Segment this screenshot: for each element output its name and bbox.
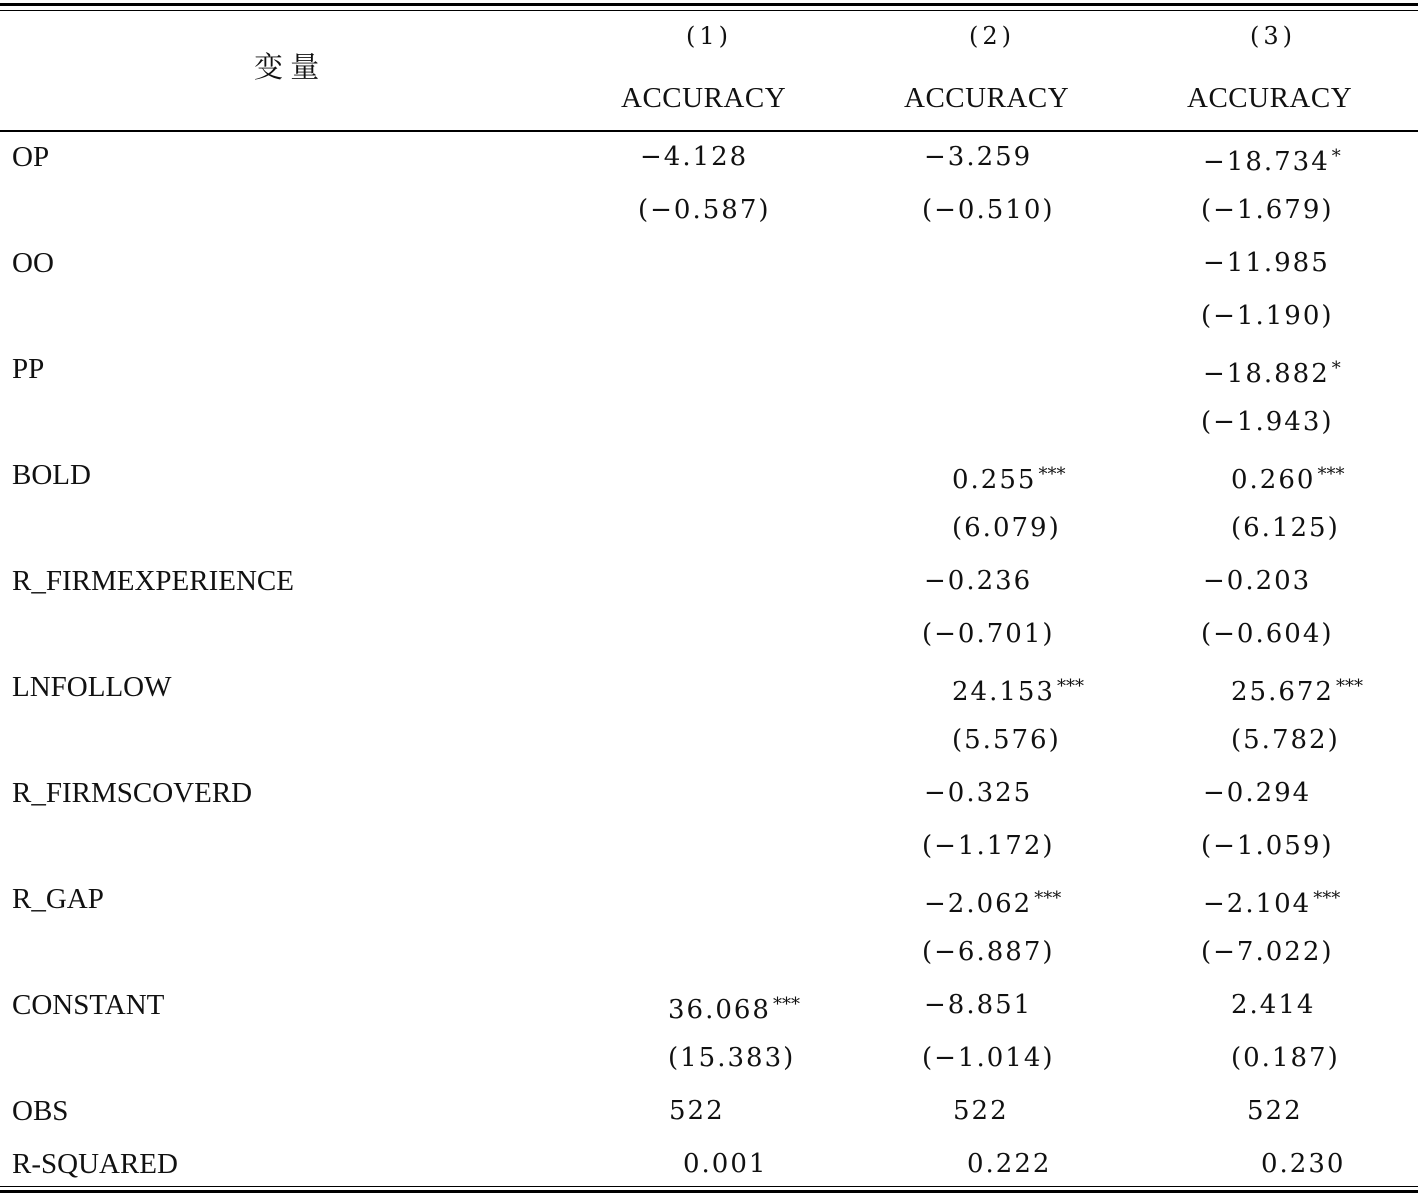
row-label: CONSTANT xyxy=(12,989,165,1021)
column-number: (3) xyxy=(1250,22,1296,50)
coefficient-value: −8.851 xyxy=(924,990,1033,1020)
coefficient xyxy=(668,987,800,1028)
summary-value: 522 xyxy=(953,1096,1009,1126)
coefficient-value: −2.104 xyxy=(1203,889,1312,919)
t-statistic: (6.125) xyxy=(1231,513,1340,543)
row-label: R_FIRMEXPERIENCE xyxy=(12,565,294,597)
t-statistic: (15.383) xyxy=(668,1043,796,1073)
summary-value: 522 xyxy=(669,1096,725,1126)
row-label: BOLD xyxy=(12,459,91,491)
summary-value: 0.001 xyxy=(683,1149,768,1179)
coefficient-value: 2.414 xyxy=(1231,990,1316,1020)
coefficient-value: −11.985 xyxy=(1203,248,1330,278)
coefficient-value: 36.068 xyxy=(668,995,771,1025)
summary-value: 0.230 xyxy=(1261,1149,1346,1179)
row-label: OP xyxy=(12,141,50,173)
coefficient xyxy=(1203,775,1311,811)
summary-value: 522 xyxy=(1247,1096,1303,1126)
significance-stars: *** xyxy=(772,994,800,1015)
coefficient xyxy=(1203,245,1330,281)
column-name: ACCURACY xyxy=(904,82,1070,114)
coefficient-value: 0.255 xyxy=(952,465,1037,495)
row-label: OO xyxy=(12,247,54,279)
summary-label: OBS xyxy=(12,1095,69,1127)
t-statistic: (−1.943) xyxy=(1201,407,1334,437)
top-rule-inner xyxy=(0,10,1418,11)
coefficient xyxy=(1231,457,1344,498)
coefficient xyxy=(952,669,1084,710)
coefficient xyxy=(1231,987,1315,1023)
significance-stars: *** xyxy=(1317,464,1345,485)
coefficient xyxy=(1231,669,1363,710)
coefficient-value: 0.260 xyxy=(1231,465,1316,495)
summary-label: R-SQUARED xyxy=(12,1148,178,1180)
t-statistic: (−1.059) xyxy=(1201,831,1334,861)
row-label: R_GAP xyxy=(12,883,104,915)
coefficient-value: −3.259 xyxy=(924,142,1033,172)
coefficient-value: 24.153 xyxy=(952,677,1055,707)
significance-stars: * xyxy=(1331,358,1341,379)
significance-stars: *** xyxy=(1313,888,1341,909)
significance-stars: *** xyxy=(1335,676,1363,697)
column-number: (1) xyxy=(686,22,732,50)
t-statistic: (−6.887) xyxy=(922,937,1055,967)
coefficient xyxy=(952,457,1065,498)
t-statistic: (−7.022) xyxy=(1201,937,1334,967)
coefficient xyxy=(1203,563,1311,599)
coefficient xyxy=(1203,139,1341,180)
significance-stars: *** xyxy=(1034,888,1062,909)
summary-value: 0.222 xyxy=(967,1149,1052,1179)
t-statistic: (0.187) xyxy=(1231,1043,1340,1073)
row-label: PP xyxy=(12,353,45,385)
coefficient-value: −0.203 xyxy=(1203,566,1312,596)
coefficient-value: −0.294 xyxy=(1203,778,1312,808)
t-statistic: (−0.587) xyxy=(638,195,771,225)
top-rule-outer xyxy=(0,3,1418,6)
column-number: (2) xyxy=(969,22,1015,50)
coefficient-value: −0.325 xyxy=(924,778,1033,808)
bottom-rule-inner xyxy=(0,1186,1418,1187)
t-statistic: (−0.701) xyxy=(922,619,1055,649)
significance-stars: *** xyxy=(1038,464,1066,485)
column-name: ACCURACY xyxy=(621,82,787,114)
coefficient xyxy=(924,987,1032,1023)
coefficient xyxy=(924,563,1032,599)
column-name: ACCURACY xyxy=(1187,82,1353,114)
row-label: R_FIRMSCOVERD xyxy=(12,777,253,809)
coefficient xyxy=(924,775,1032,811)
coefficient xyxy=(640,139,748,175)
t-statistic: (−1.679) xyxy=(1201,195,1334,225)
t-statistic: (6.079) xyxy=(952,513,1061,543)
coefficient-value: −0.236 xyxy=(924,566,1033,596)
coefficient-value: −4.128 xyxy=(640,142,749,172)
t-statistic: (5.576) xyxy=(952,725,1061,755)
header-rule xyxy=(0,130,1418,132)
t-statistic: (−0.604) xyxy=(1201,619,1334,649)
significance-stars: *** xyxy=(1056,676,1084,697)
coefficient-value: −2.062 xyxy=(924,889,1033,919)
coefficient xyxy=(924,881,1061,922)
coefficient-value: −18.734 xyxy=(1203,147,1330,177)
significance-stars: * xyxy=(1331,146,1341,167)
variable-header: 变 量 xyxy=(254,52,320,84)
coefficient xyxy=(1203,881,1340,922)
bottom-rule-outer xyxy=(0,1190,1418,1193)
t-statistic: (−0.510) xyxy=(922,195,1055,225)
t-statistic: (5.782) xyxy=(1231,725,1340,755)
t-statistic: (−1.190) xyxy=(1201,301,1334,331)
coefficient-value: 25.672 xyxy=(1231,677,1334,707)
t-statistic: (−1.172) xyxy=(922,831,1055,861)
row-label: LNFOLLOW xyxy=(12,671,172,703)
coefficient-value: −18.882 xyxy=(1203,359,1330,389)
coefficient xyxy=(924,139,1032,175)
coefficient xyxy=(1203,351,1341,392)
t-statistic: (−1.014) xyxy=(922,1043,1055,1073)
